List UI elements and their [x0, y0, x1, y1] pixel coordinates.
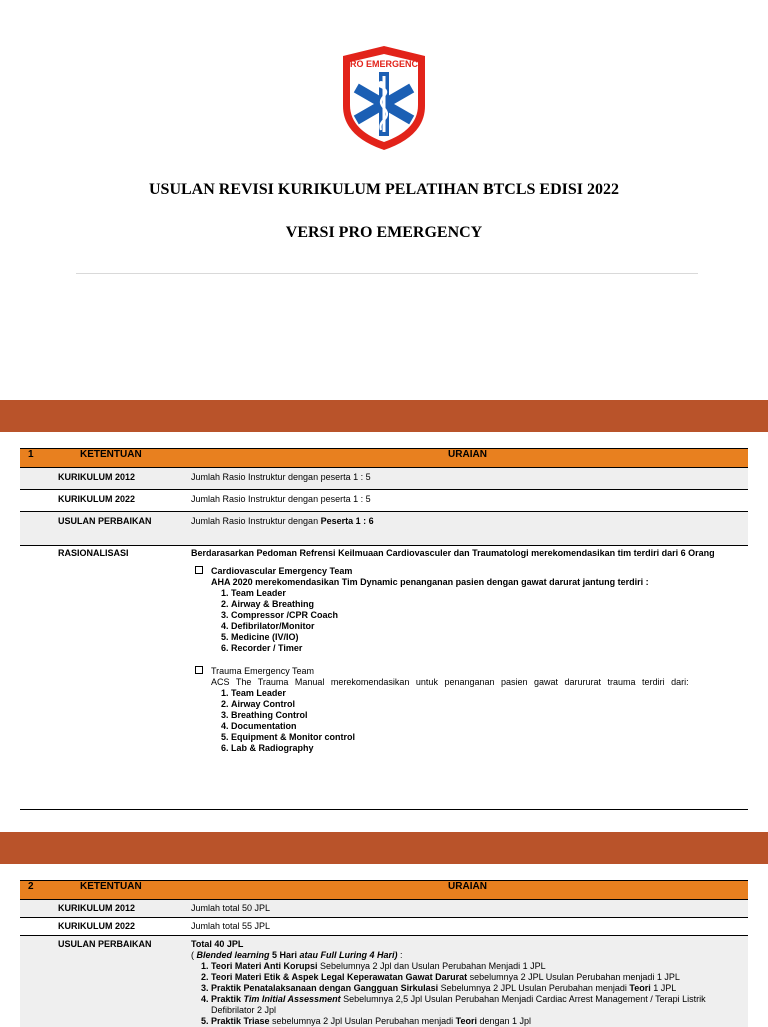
table-header: [20, 449, 748, 468]
row-value: Jumlah Rasio Instruktur dengan peserta 1 : 5: [187, 490, 748, 512]
checkbox-icon: [195, 566, 203, 574]
row-value: [187, 546, 748, 810]
table-row: [20, 468, 748, 490]
row-key: KURIKULUM 2012: [54, 468, 187, 490]
row-key: KURIKULUM 2022: [54, 918, 187, 936]
row-value: Jumlah total 50 JPL: [187, 900, 748, 918]
table-row: [20, 512, 748, 546]
rasionalisasi-intro: Berdarasarkan Pedoman Refrensi Keilmuaan Cardiovasculer dan Traumatologi merekomendasikan tim terdiri dari 6 Orang: [191, 548, 744, 559]
table-row: [20, 490, 748, 512]
list-item: 5. Equipment & Monitor control: [231, 732, 744, 743]
list-item: 3. Praktik Penatalaksanaan dengan Gangguan Sirkulasi Sebelumnya 2 JPL Usulan Perubahan menjadi Teori 1 JPL: [211, 983, 744, 994]
checkbox-icon: [195, 666, 203, 674]
list-item: 2. Teori Materi Etik & Aspek Legal Keperawatan Gawat Darurat sebelumnya 2 JPL Usulan Perubahan menjadi 1 JPL: [211, 972, 744, 983]
list-item: 4. Documentation: [231, 721, 744, 732]
list-item: 1. Team Leader: [231, 588, 744, 599]
list-item: 1. Team Leader: [231, 688, 744, 699]
list-item: 4. Defibrilator/Monitor: [231, 621, 744, 632]
row-value: Jumlah Rasio Instruktur dengan Peserta 1 : 6: [187, 512, 748, 546]
row-value: Jumlah total 55 JPL: [187, 918, 748, 936]
pro-emergency-logo: [341, 44, 427, 152]
row-key: USULAN PERBAIKAN: [54, 512, 187, 546]
table-ratio: [20, 448, 748, 810]
list-item: 4. Praktik Tim Initial Assessment Sebelumnya 2,5 Jpl Usulan Perubahan Menjadi Cardiac Arrest Management / Terapi Listrik Defibrilator 2 Jpl: [211, 994, 744, 1016]
col-ketentuan: KETENTUAN: [54, 881, 187, 900]
list-item: 2. Airway & Breathing: [231, 599, 744, 610]
section-band-1: [0, 400, 768, 432]
row-value: Jumlah Rasio Instruktur dengan peserta 1 : 5: [187, 468, 748, 490]
row-number: 1: [20, 449, 54, 468]
col-ketentuan: KETENTUAN: [54, 449, 187, 468]
list-item: 6. Lab & Radiography: [231, 743, 744, 754]
table-row-rasionalisasi: [20, 546, 748, 810]
page-subtitle: VERSI PRO EMERGENCY: [0, 224, 768, 242]
row-key: RASIONALISASI: [54, 546, 187, 810]
row-key: KURIKULUM 2022: [54, 490, 187, 512]
section-band-2: [0, 832, 768, 864]
list-item: 5. Praktik Triase sebelumnya 2 Jpl Usulan Perubahan menjadi Teori dengan 1 Jpl: [211, 1016, 744, 1027]
table-header: [20, 881, 748, 900]
list-item: 6. Recorder / Timer: [231, 643, 744, 654]
list-item: 3. Breathing Control: [231, 710, 744, 721]
list-item: 5. Medicine (IV/IO): [231, 632, 744, 643]
col-uraian: URAIAN: [187, 881, 748, 900]
row-key: KURIKULUM 2012: [54, 900, 187, 918]
training-mode: ( Blended learning 5 Hari atau Full Luring 4 Hari) :: [191, 950, 744, 961]
list-item: 2. Airway Control: [231, 699, 744, 710]
table-row: [20, 918, 748, 936]
row-number: 2: [20, 881, 54, 900]
row-key: USULAN PERBAIKAN: [54, 936, 187, 1027]
divider: [76, 273, 698, 274]
table-jpl: [20, 880, 748, 1027]
list-item: 1. Teori Materi Anti Korupsi Sebelumnya 2 Jpl dan Usulan Perubahan Menjadi 1 JPL: [211, 961, 744, 972]
page-title: USULAN REVISI KURIKULUM PELATIHAN BTCLS EDISI 2022: [0, 181, 768, 199]
table-row-usulan: [20, 936, 748, 1027]
col-uraian: URAIAN: [187, 449, 748, 468]
section-cardiovascular: Cardiovascular Emergency Team AHA 2020 merekomendasikan Tim Dynamic penanganan pasien dengan gawat darurat jantung terdiri : 1. Team Leader 2. Airway & Breathing 3. Compressor /CPR Coach 4. Defibrilator/Monitor 5. Medicine (IV/IO) 6. Recorder / Timer: [195, 566, 744, 654]
section-trauma: Trauma Emergency Team ACS The Trauma Manual merekomendasikan untuk penanganan pasien gawat darururat trauma terdiri dari: 1. Team Leader 2. Airway Control 3. Breathing Control 4. Documentation 5. Equipment & Monitor control 6. Lab & Radiography: [195, 666, 744, 754]
table-row: [20, 900, 748, 918]
row-value: Total 40 JPL ( Blended learning 5 Hari atau Full Luring 4 Hari) : 1. Teori Materi Anti Korupsi Sebelumnya 2 Jpl dan Usulan Perubahan Menjadi 1 JPL 2. Teori Materi Etik & Aspek Legal Keperawatan Gawat Darurat sebelumnya 2 JPL Usulan Perubahan menjadi 1 JPL 3. Praktik Penatalaksanaan dengan Gangguan Sirkulasi Sebelumnya 2 JPL Usulan Perubahan menjadi Teori 1 JPL 4. Praktik Tim Initial Assessment Sebelumnya 2,5 Jpl Usulan Perubahan Menjadi Cardiac Arrest Management / Terapi Listrik Defibrilator 2 Jpl 5. Praktik Triase sebelumnya 2 Jpl Usulan Perubahan menjadi Teori dengan 1 Jpl: [187, 936, 748, 1027]
list-item: 3. Compressor /CPR Coach: [231, 610, 744, 621]
svg-text:PRO EMERGENCY: PRO EMERGENCY: [344, 59, 424, 69]
